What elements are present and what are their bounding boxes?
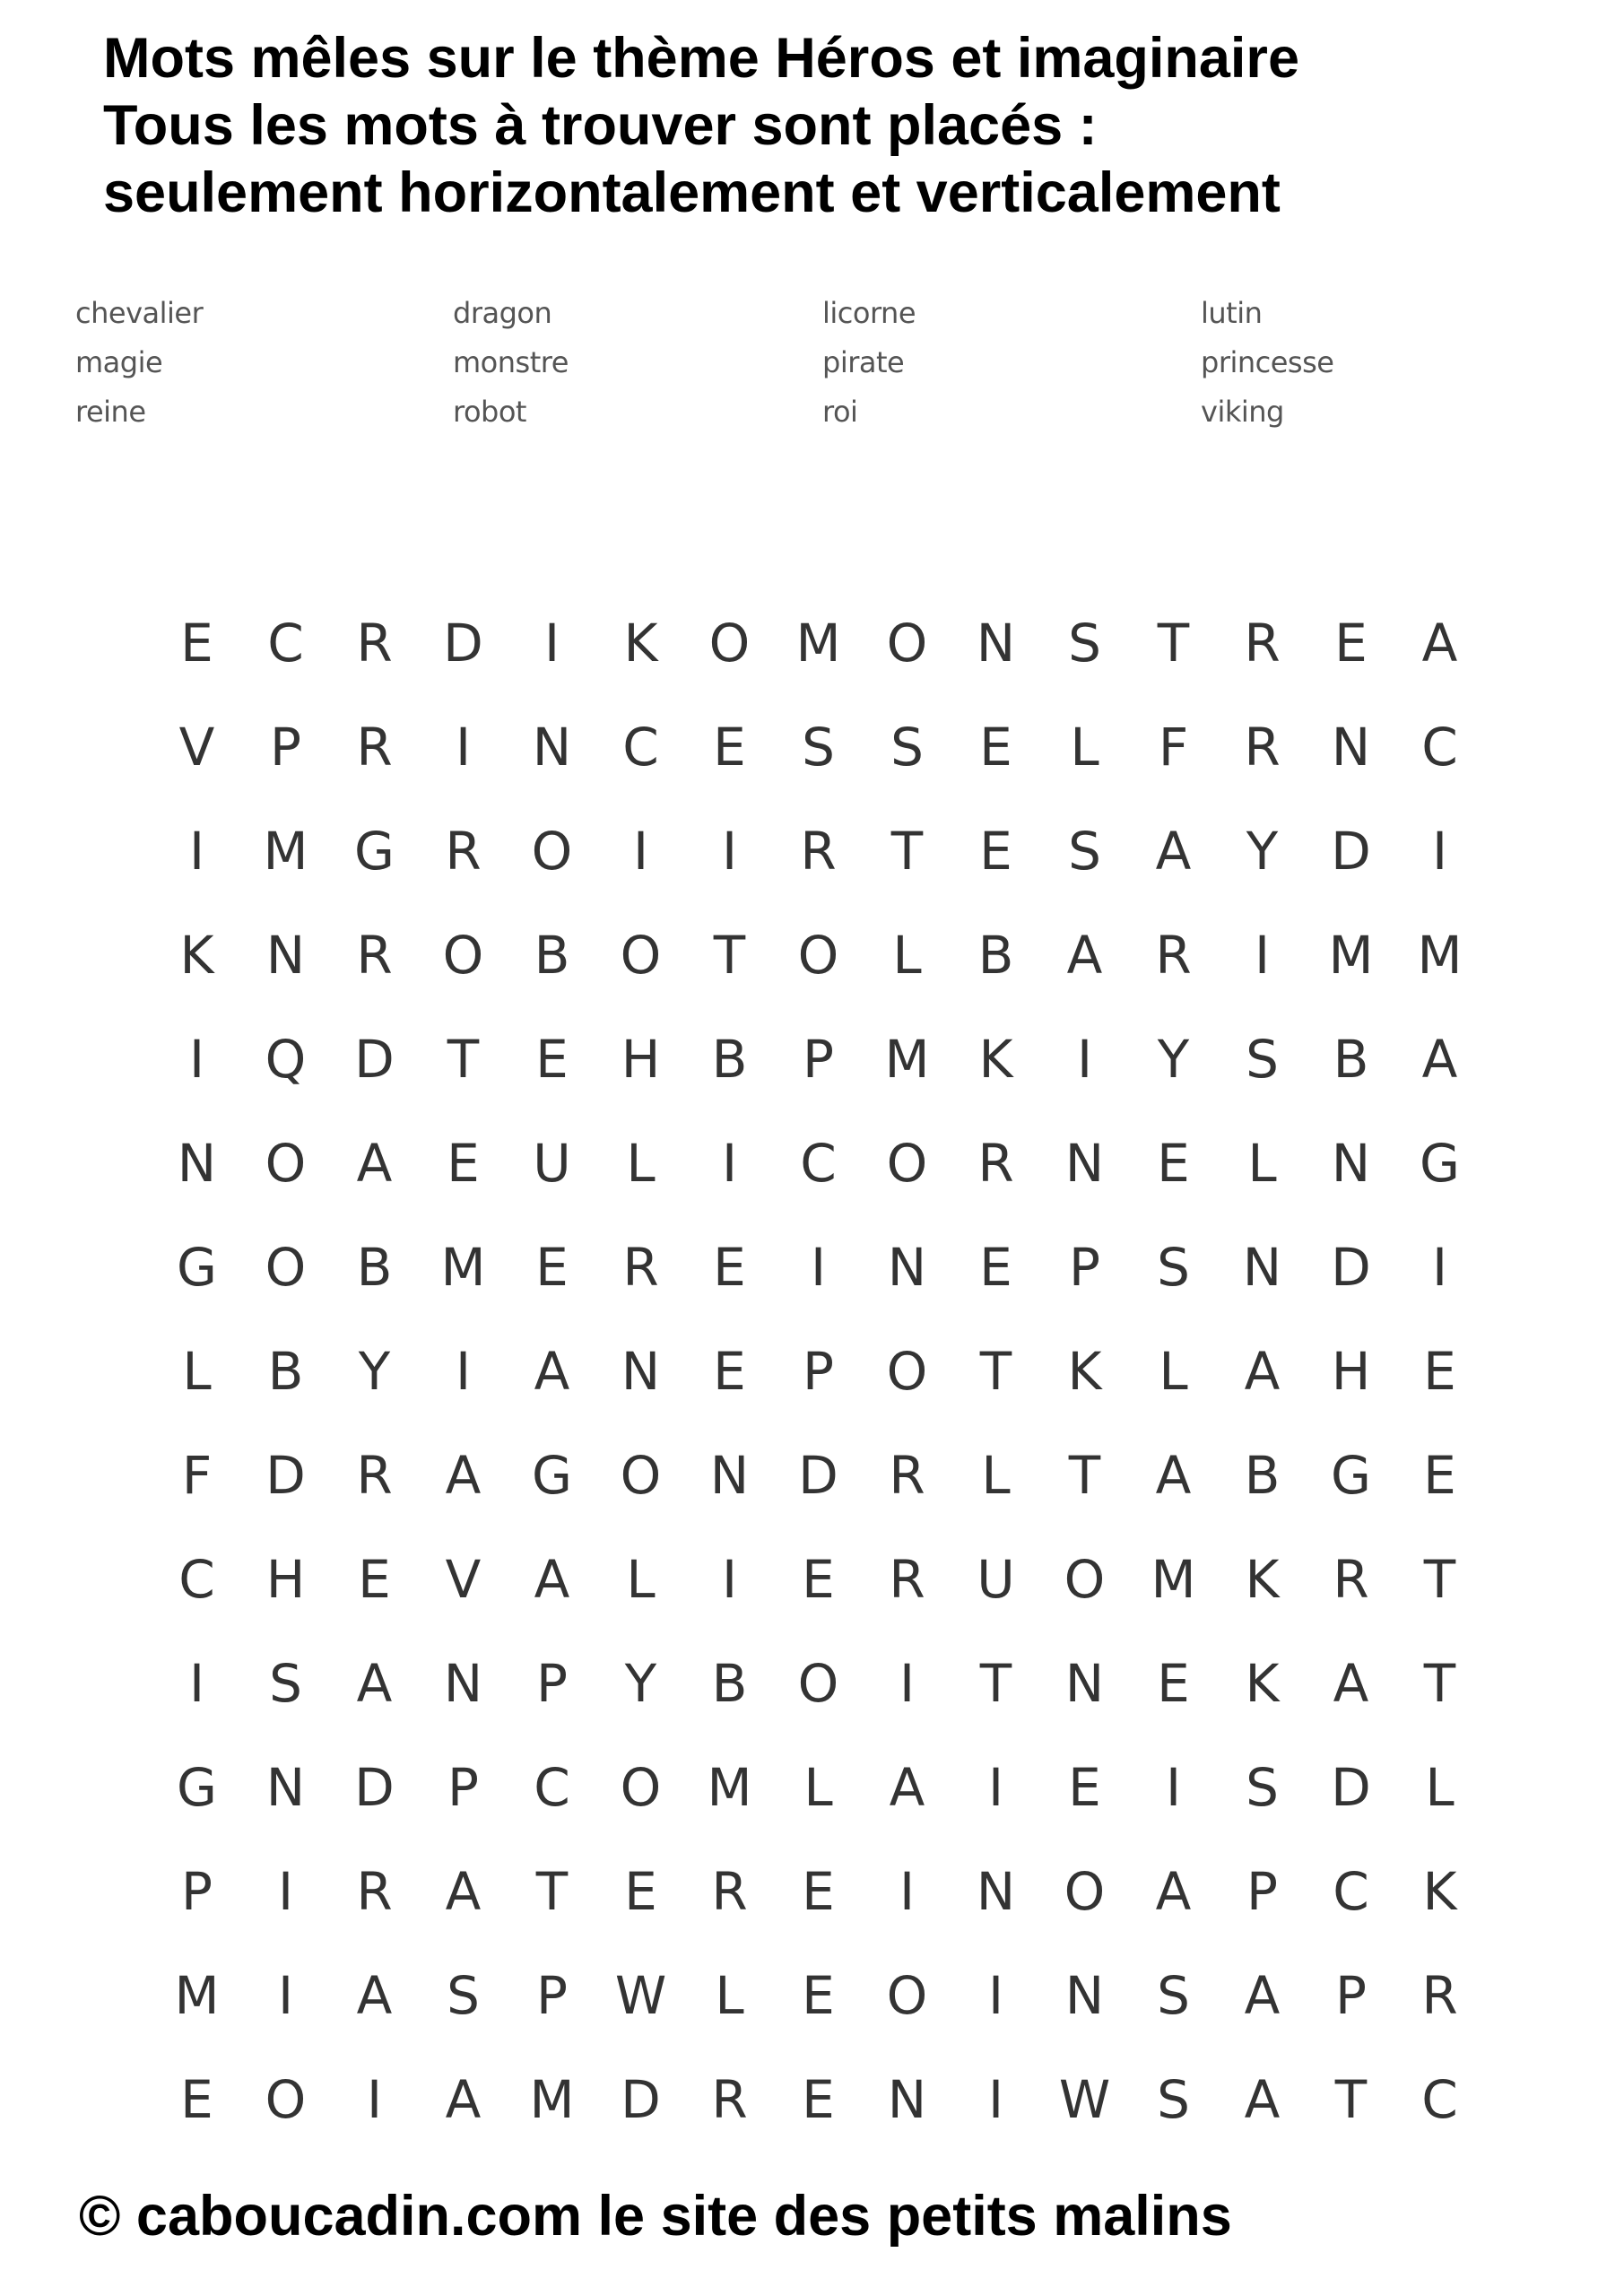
- grid-cell[interactable]: P: [803, 1029, 834, 1090]
- grid-cell[interactable]: D: [798, 1445, 838, 1506]
- word-item: chevalier: [75, 296, 204, 330]
- grid-cell[interactable]: N: [976, 1861, 1016, 1922]
- grid-cell[interactable]: E: [624, 1861, 657, 1922]
- grid-cell[interactable]: V: [178, 717, 215, 778]
- grid-cell[interactable]: E: [1423, 1445, 1456, 1506]
- grid-cell[interactable]: P: [803, 1341, 834, 1402]
- grid-cell[interactable]: M: [795, 613, 841, 674]
- grid-cell[interactable]: E: [447, 1133, 480, 1194]
- grid-cell[interactable]: R: [889, 1445, 925, 1506]
- grid-cell[interactable]: M: [884, 1029, 930, 1090]
- grid-cell[interactable]: L: [182, 1341, 212, 1402]
- grid-cell[interactable]: E: [802, 1861, 835, 1922]
- word-item: roi: [822, 395, 858, 429]
- grid-cell[interactable]: T: [979, 1341, 1012, 1402]
- grid-cell[interactable]: N: [709, 1445, 750, 1506]
- grid-cell[interactable]: R: [711, 2069, 748, 2130]
- grid-cell[interactable]: O: [265, 1133, 307, 1194]
- grid-cell[interactable]: S: [1157, 2069, 1190, 2130]
- word-item: pirate: [822, 345, 905, 379]
- grid-cell[interactable]: C: [622, 717, 659, 778]
- grid-cell[interactable]: A: [1333, 1653, 1369, 1714]
- grid-cell[interactable]: N: [887, 1237, 927, 1298]
- title-line-1: Mots mêles sur le thème Héros et imaginaire: [103, 27, 1299, 90]
- grid-cell[interactable]: D: [621, 2069, 661, 2130]
- grid-cell[interactable]: L: [1425, 1757, 1455, 1818]
- word-item: robot: [453, 395, 526, 429]
- grid-cell[interactable]: M: [1151, 1549, 1196, 1610]
- grid-cell[interactable]: R: [1244, 613, 1281, 674]
- grid-cell[interactable]: G: [354, 821, 395, 882]
- grid-cell[interactable]: R: [1333, 1549, 1369, 1610]
- grid-cell[interactable]: S: [447, 1965, 480, 2026]
- grid-cell[interactable]: T: [1334, 2069, 1368, 2130]
- grid-cell[interactable]: C: [1421, 717, 1458, 778]
- grid-cell[interactable]: N: [887, 2069, 927, 2130]
- grid-cell[interactable]: U: [977, 1549, 1015, 1610]
- grid-cell[interactable]: N: [1242, 1237, 1282, 1298]
- grid-cell[interactable]: K: [623, 613, 658, 674]
- grid-cell[interactable]: T: [447, 1029, 480, 1090]
- grid-cell[interactable]: A: [1155, 1861, 1192, 1922]
- grid-cell[interactable]: A: [1066, 925, 1103, 986]
- title-line-2: Tous les mots à trouver sont placés :: [103, 94, 1098, 157]
- grid-cell[interactable]: A: [534, 1549, 570, 1610]
- grid-cell[interactable]: I: [366, 2069, 383, 2130]
- grid-cell[interactable]: E: [1068, 1757, 1101, 1818]
- grid-cell[interactable]: N: [1064, 1653, 1105, 1714]
- puzzle-header: [103, 25, 1610, 227]
- grid-cell[interactable]: K: [1422, 1861, 1457, 1922]
- grid-cell[interactable]: P: [447, 1757, 479, 1818]
- grid-cell[interactable]: O: [620, 1445, 662, 1506]
- grid-cell[interactable]: N: [1064, 1965, 1105, 2026]
- grid-cell[interactable]: A: [1244, 2069, 1281, 2130]
- grid-cell[interactable]: I: [277, 1861, 294, 1922]
- grid-cell[interactable]: E: [802, 2069, 835, 2130]
- grid-cell[interactable]: E: [713, 1237, 746, 1298]
- grid-cell[interactable]: W: [1058, 2069, 1111, 2130]
- grid-cell[interactable]: K: [179, 925, 214, 986]
- grid-cell[interactable]: O: [886, 1965, 928, 2026]
- grid-cell[interactable]: O: [797, 1653, 839, 1714]
- grid-cell[interactable]: I: [987, 1965, 1004, 2026]
- grid-cell[interactable]: D: [1331, 1237, 1371, 1298]
- grid-cell[interactable]: I: [455, 717, 472, 778]
- grid-cell[interactable]: N: [532, 717, 572, 778]
- letter-grid: [152, 591, 1484, 2152]
- grid-cell[interactable]: O: [708, 613, 751, 674]
- grid-cell[interactable]: I: [899, 1861, 916, 1922]
- grid-cell[interactable]: R: [356, 1861, 393, 1922]
- grid-cell[interactable]: I: [1165, 1757, 1182, 1818]
- title-line-3: seulement horizontalement et verticalement: [103, 161, 1281, 224]
- grid-cell[interactable]: E: [979, 717, 1012, 778]
- grid-cell[interactable]: P: [270, 717, 301, 778]
- grid-cell[interactable]: H: [621, 1029, 661, 1090]
- grid-cell[interactable]: R: [356, 925, 393, 986]
- grid-cell[interactable]: N: [976, 613, 1016, 674]
- grid-cell[interactable]: O: [265, 1237, 307, 1298]
- grid-cell[interactable]: Y: [358, 1341, 391, 1402]
- grid-cell[interactable]: I: [1431, 821, 1448, 882]
- grid-cell[interactable]: R: [1244, 717, 1281, 778]
- grid-cell[interactable]: I: [188, 821, 205, 882]
- grid-cell[interactable]: N: [1331, 1133, 1371, 1194]
- grid-cell[interactable]: E: [713, 717, 746, 778]
- grid-cell[interactable]: F: [1158, 717, 1189, 778]
- grid-cell[interactable]: T: [1423, 1653, 1456, 1714]
- grid-cell[interactable]: E: [1334, 613, 1368, 674]
- grid-cell[interactable]: N: [621, 1341, 661, 1402]
- grid-cell[interactable]: P: [181, 1861, 213, 1922]
- grid-cell[interactable]: S: [1157, 1237, 1190, 1298]
- grid-cell[interactable]: U: [533, 1133, 571, 1194]
- grid-cell[interactable]: M: [707, 1757, 752, 1818]
- grid-cell[interactable]: E: [979, 1237, 1012, 1298]
- grid-cell[interactable]: H: [265, 1549, 306, 1610]
- grid-cell[interactable]: T: [1157, 613, 1190, 674]
- grid-cell[interactable]: I: [987, 2069, 1004, 2130]
- grid-cell[interactable]: Q: [265, 1029, 307, 1090]
- grid-cell[interactable]: T: [535, 1861, 569, 1922]
- grid-cell[interactable]: G: [177, 1757, 217, 1818]
- grid-cell[interactable]: B: [267, 1341, 304, 1402]
- grid-cell[interactable]: O: [886, 1133, 928, 1194]
- grid-cell[interactable]: I: [543, 613, 560, 674]
- grid-cell[interactable]: I: [455, 1341, 472, 1402]
- grid-cell[interactable]: A: [534, 1341, 570, 1402]
- grid-cell[interactable]: B: [711, 1029, 748, 1090]
- grid-cell[interactable]: B: [977, 925, 1014, 986]
- grid-cell[interactable]: N: [443, 1653, 483, 1714]
- grid-cell[interactable]: N: [177, 1133, 217, 1194]
- grid-cell[interactable]: O: [1064, 1861, 1106, 1922]
- grid-cell[interactable]: S: [1068, 821, 1101, 882]
- grid-cell[interactable]: N: [265, 925, 306, 986]
- grid-cell[interactable]: D: [354, 1757, 395, 1818]
- grid-cell[interactable]: M: [174, 1965, 220, 2026]
- grid-cell[interactable]: R: [356, 717, 393, 778]
- grid-cell[interactable]: I: [899, 1653, 916, 1714]
- grid-cell[interactable]: S: [1157, 1965, 1190, 2026]
- word-item: lutin: [1201, 296, 1263, 330]
- grid-cell[interactable]: E: [1157, 1133, 1190, 1194]
- grid-cell[interactable]: B: [1333, 1029, 1369, 1090]
- grid-cell[interactable]: B: [534, 925, 570, 986]
- grid-cell[interactable]: E: [180, 2069, 213, 2130]
- grid-cell[interactable]: C: [1421, 2069, 1458, 2130]
- grid-cell[interactable]: D: [354, 1029, 395, 1090]
- grid-cell[interactable]: N: [1331, 717, 1371, 778]
- grid-cell[interactable]: O: [265, 2069, 307, 2130]
- grid-cell[interactable]: I: [987, 1757, 1004, 1818]
- grid-cell[interactable]: L: [715, 1965, 744, 2026]
- word-item: viking: [1201, 395, 1284, 429]
- grid-cell[interactable]: I: [721, 1549, 738, 1610]
- grid-cell[interactable]: D: [265, 1445, 306, 1506]
- word-item: princesse: [1201, 345, 1334, 379]
- grid-cell[interactable]: A: [356, 1653, 393, 1714]
- grid-cell[interactable]: M: [529, 2069, 575, 2130]
- grid-cell[interactable]: T: [1423, 1549, 1456, 1610]
- grid-cell[interactable]: E: [802, 1549, 835, 1610]
- grid-cell[interactable]: Y: [624, 1653, 657, 1714]
- grid-cell[interactable]: L: [981, 1445, 1011, 1506]
- grid-cell[interactable]: T: [713, 925, 746, 986]
- grid-cell[interactable]: R: [1155, 925, 1192, 986]
- grid-cell[interactable]: E: [802, 1965, 835, 2026]
- grid-cell[interactable]: L: [803, 1757, 833, 1818]
- grid-cell[interactable]: I: [1076, 1029, 1093, 1090]
- grid-cell[interactable]: P: [1246, 1861, 1278, 1922]
- grid-cell[interactable]: S: [890, 717, 924, 778]
- grid-cell[interactable]: R: [356, 613, 393, 674]
- grid-cell[interactable]: S: [1068, 613, 1101, 674]
- grid-cell[interactable]: D: [1331, 1757, 1371, 1818]
- grid-cell[interactable]: I: [721, 821, 738, 882]
- grid-cell[interactable]: I: [721, 1133, 738, 1194]
- grid-cell[interactable]: R: [356, 1445, 393, 1506]
- grid-cell[interactable]: B: [1244, 1445, 1281, 1506]
- grid-cell[interactable]: K: [1245, 1549, 1280, 1610]
- grid-cell[interactable]: L: [1247, 1133, 1277, 1194]
- grid-cell[interactable]: I: [188, 1653, 205, 1714]
- grid-cell[interactable]: A: [1244, 1341, 1281, 1402]
- word-item: monstre: [453, 345, 569, 379]
- grid-cell[interactable]: I: [277, 1965, 294, 2026]
- grid-cell[interactable]: L: [892, 925, 922, 986]
- grid-cell[interactable]: D: [1331, 821, 1371, 882]
- grid-cell[interactable]: E: [535, 1237, 569, 1298]
- grid-cell[interactable]: S: [269, 1653, 302, 1714]
- grid-cell[interactable]: E: [358, 1549, 391, 1610]
- grid-cell[interactable]: V: [445, 1549, 482, 1610]
- grid-cell[interactable]: G: [177, 1237, 217, 1298]
- word-item: reine: [75, 395, 146, 429]
- grid-cell[interactable]: C: [1333, 1861, 1369, 1922]
- grid-cell[interactable]: D: [443, 613, 483, 674]
- word-item: dragon: [453, 296, 552, 330]
- grid-cell[interactable]: R: [889, 1549, 925, 1610]
- grid-cell[interactable]: B: [356, 1237, 393, 1298]
- grid-cell[interactable]: A: [1421, 613, 1458, 674]
- grid-cell[interactable]: L: [1159, 1341, 1188, 1402]
- grid-cell[interactable]: E: [979, 821, 1012, 882]
- grid-cell[interactable]: T: [890, 821, 924, 882]
- grid-cell[interactable]: G: [1420, 1133, 1460, 1194]
- grid-cell[interactable]: P: [536, 1653, 568, 1714]
- grid-cell[interactable]: E: [180, 613, 213, 674]
- grid-cell[interactable]: A: [1421, 1029, 1458, 1090]
- footer-copyright: © caboucadin.com le site des petits malins: [79, 2185, 1232, 2248]
- grid-cell[interactable]: T: [1068, 1445, 1101, 1506]
- grid-cell[interactable]: Y: [1246, 821, 1279, 882]
- word-list: [75, 289, 1474, 437]
- grid-cell[interactable]: E: [713, 1341, 746, 1402]
- grid-cell[interactable]: P: [1335, 1965, 1367, 2026]
- word-item: magie: [75, 345, 163, 379]
- grid-cell[interactable]: N: [1064, 1133, 1105, 1194]
- grid-cell[interactable]: K: [1067, 1341, 1102, 1402]
- grid-cell[interactable]: E: [1157, 1653, 1190, 1714]
- grid-cell[interactable]: R: [445, 821, 482, 882]
- grid-cell[interactable]: A: [1155, 1445, 1192, 1506]
- grid-cell[interactable]: O: [442, 925, 484, 986]
- grid-cell[interactable]: Y: [1157, 1029, 1190, 1090]
- grid-cell[interactable]: O: [886, 1341, 928, 1402]
- grid-cell[interactable]: N: [265, 1757, 306, 1818]
- grid-cell[interactable]: R: [711, 1861, 748, 1922]
- grid-cell[interactable]: R: [1421, 1965, 1458, 2026]
- grid-cell[interactable]: A: [445, 2069, 482, 2130]
- grid-cell[interactable]: P: [536, 1965, 568, 2026]
- grid-cell[interactable]: E: [535, 1029, 569, 1090]
- grid-cell[interactable]: G: [1331, 1445, 1371, 1506]
- grid-cell[interactable]: P: [1069, 1237, 1100, 1298]
- word-item: licorne: [822, 296, 916, 330]
- grid-cell[interactable]: A: [1155, 821, 1192, 882]
- grid-cell[interactable]: K: [1245, 1653, 1280, 1714]
- grid-cell[interactable]: A: [1244, 1965, 1281, 2026]
- grid-cell[interactable]: S: [1246, 1029, 1279, 1090]
- grid-cell[interactable]: O: [531, 821, 573, 882]
- grid-cell[interactable]: I: [1431, 1237, 1448, 1298]
- grid-cell[interactable]: C: [178, 1549, 215, 1610]
- grid-cell[interactable]: O: [620, 1757, 662, 1818]
- grid-cell[interactable]: I: [632, 821, 649, 882]
- grid-cell[interactable]: O: [797, 925, 839, 986]
- grid-cell[interactable]: R: [800, 821, 837, 882]
- grid-cell[interactable]: F: [181, 1445, 213, 1506]
- grid-cell[interactable]: A: [356, 1133, 393, 1194]
- grid-cell[interactable]: I: [1254, 925, 1271, 986]
- grid-cell[interactable]: E: [1423, 1341, 1456, 1402]
- grid-cell[interactable]: A: [445, 1445, 482, 1506]
- grid-cell[interactable]: A: [889, 1757, 925, 1818]
- grid-cell[interactable]: T: [979, 1653, 1012, 1714]
- grid-cell[interactable]: I: [810, 1237, 827, 1298]
- grid-cell[interactable]: O: [886, 613, 928, 674]
- grid-cell[interactable]: M: [440, 1237, 486, 1298]
- grid-cell[interactable]: S: [802, 717, 835, 778]
- grid-cell[interactable]: G: [532, 1445, 572, 1506]
- grid-cell[interactable]: C: [267, 613, 304, 674]
- grid-cell[interactable]: W: [614, 1965, 667, 2026]
- grid-cell[interactable]: M: [1328, 925, 1374, 986]
- grid-cell[interactable]: C: [534, 1757, 570, 1818]
- grid-cell[interactable]: L: [626, 1549, 656, 1610]
- grid-cell[interactable]: M: [263, 821, 308, 882]
- grid-cell[interactable]: O: [1064, 1549, 1106, 1610]
- grid-cell[interactable]: M: [1417, 925, 1463, 986]
- grid-cell[interactable]: L: [1070, 717, 1099, 778]
- grid-cell[interactable]: A: [356, 1965, 393, 2026]
- grid-cell[interactable]: L: [626, 1133, 656, 1194]
- grid-cell[interactable]: I: [188, 1029, 205, 1090]
- grid-cell[interactable]: A: [445, 1861, 482, 1922]
- grid-cell[interactable]: S: [1246, 1757, 1279, 1818]
- grid-cell[interactable]: B: [711, 1653, 748, 1714]
- grid-cell[interactable]: K: [978, 1029, 1013, 1090]
- grid-cell[interactable]: H: [1331, 1341, 1371, 1402]
- grid-cell[interactable]: R: [622, 1237, 659, 1298]
- grid-cell[interactable]: O: [620, 925, 662, 986]
- grid-cell[interactable]: C: [800, 1133, 837, 1194]
- grid-cell[interactable]: R: [977, 1133, 1014, 1194]
